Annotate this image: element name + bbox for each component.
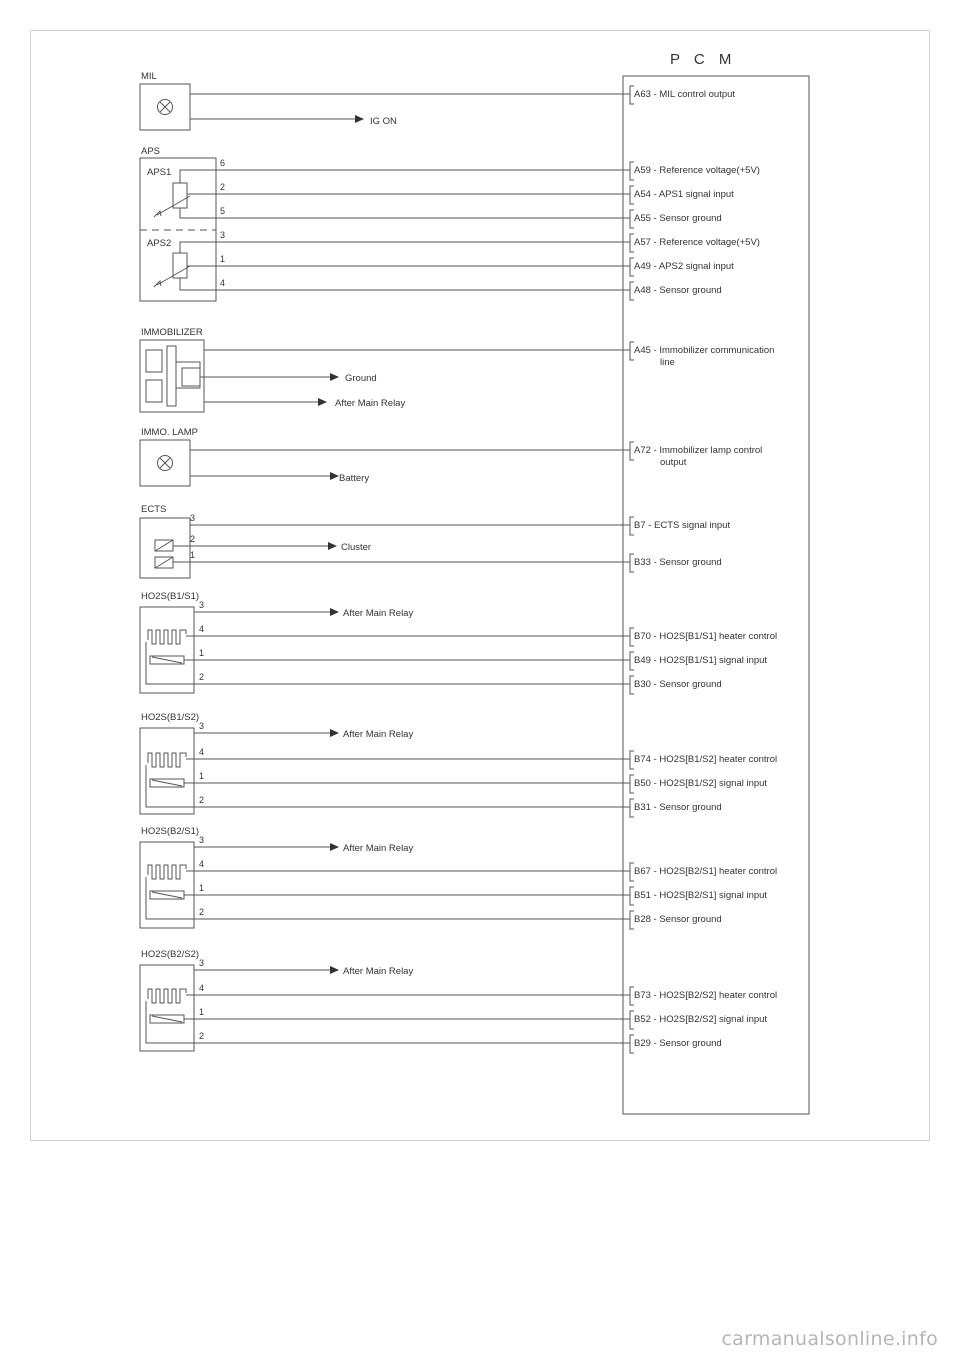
pcm-pin-label: B31 - Sensor ground: [634, 802, 722, 813]
immobilizer-label: IMMOBILIZER: [141, 327, 203, 338]
pin-number: 5: [220, 206, 226, 216]
pin-number: 2: [199, 672, 205, 682]
pcm-pin-label: B33 - Sensor ground: [634, 557, 722, 568]
pin-number: 3: [199, 721, 205, 731]
pcm-pin-label: A48 - Sensor ground: [634, 285, 722, 296]
pin-number: 4: [199, 859, 205, 869]
immobilizer-icon: [146, 346, 200, 406]
pcm-pin-label: B29 - Sensor ground: [634, 1038, 722, 1049]
ho2s-label: HO2S(B1/S2): [141, 712, 200, 723]
arrow-icon: [330, 472, 339, 480]
aps1-label: APS1: [147, 167, 172, 178]
ho2s-box: [140, 728, 194, 814]
arrow-icon: [330, 966, 339, 974]
arrow-icon: [330, 843, 339, 851]
dest-after-main-relay: After Main Relay: [343, 729, 414, 740]
pcm-pin-label: B52 - HO2S[B2/S2] signal input: [634, 1014, 768, 1025]
pin-number: 2: [199, 1031, 205, 1041]
pcm-title: P C M: [670, 51, 737, 68]
ho2s-box: [140, 842, 194, 928]
potentiometer-icon: [154, 183, 190, 217]
pcm-pin-label: B51 - HO2S[B2/S1] signal input: [634, 890, 768, 901]
arrow-icon: [328, 542, 337, 550]
pcm-pin-label: B28 - Sensor ground: [634, 914, 722, 925]
pcm-pin-label: A72 - Immobilizer lamp control: [634, 445, 763, 456]
ects-box: [140, 518, 190, 578]
pcm-pin-label: A63 - MIL control output: [634, 89, 736, 100]
pcm-pin-label: A49 - APS2 signal input: [634, 261, 734, 272]
ho2s-label: HO2S(B2/S1): [141, 826, 200, 837]
ho2s-label: HO2S(B2/S2): [141, 949, 200, 960]
arrow-icon: [318, 398, 327, 406]
dest-after-main-relay: After Main Relay: [343, 608, 414, 619]
potentiometer-icon: [154, 253, 190, 287]
pcm-pin-label: A54 - APS1 signal input: [634, 189, 734, 200]
pin-number: 3: [199, 958, 205, 968]
dest-ground: Ground: [345, 373, 377, 384]
pin-number: 2: [199, 795, 205, 805]
heater-icon: [148, 630, 186, 644]
immo-lamp-label: IMMO. LAMP: [141, 427, 199, 438]
pin-number: 2: [199, 907, 205, 917]
pcm-pin-label: A55 - Sensor ground: [634, 213, 722, 224]
mil-label: MIL: [141, 71, 157, 82]
pcm-pin-label: B74 - HO2S[B1/S2] heater control: [634, 754, 778, 765]
ho2s-box: [140, 965, 194, 1051]
pin-number: 1: [199, 883, 205, 893]
ects-label: ECTS: [141, 504, 167, 515]
pcm-pin-label: B70 - HO2S[B1/S1] heater control: [634, 631, 778, 642]
dest-cluster: Cluster: [341, 542, 372, 553]
immobilizer-box: [140, 340, 204, 412]
pin-number: 4: [199, 747, 205, 757]
pcm-pin-label: A59 - Reference voltage(+5V): [634, 165, 760, 176]
pin-number: 4: [199, 624, 205, 634]
pin-number: 1: [199, 1007, 205, 1017]
dest-after-main-relay: After Main Relay: [343, 843, 414, 854]
pin-number: 2: [190, 534, 196, 544]
aps-label: APS: [141, 146, 161, 157]
pcm-pin-label: line: [660, 357, 675, 368]
pin-number: 6: [220, 158, 226, 168]
heater-icon: [148, 989, 186, 1003]
pcm-pin-label: B67 - HO2S[B2/S1] heater control: [634, 866, 778, 877]
pcm-pin-label: B50 - HO2S[B1/S2] signal input: [634, 778, 768, 789]
pcm-pin-label: output: [660, 457, 687, 468]
pin-number: 1: [220, 254, 226, 264]
arrow-icon: [355, 115, 364, 123]
aps2-label: APS2: [147, 238, 172, 249]
pin-number: 3: [220, 230, 226, 240]
pin-number: 1: [199, 771, 205, 781]
pcm-pin-label: B30 - Sensor ground: [634, 679, 722, 690]
pin-number: 3: [190, 513, 196, 523]
pin-number: 1: [190, 550, 196, 560]
thermistor-icon: [155, 540, 173, 568]
dest-ig-on: IG ON: [370, 116, 397, 127]
pcm-pin-label: A57 - Reference voltage(+5V): [634, 237, 760, 248]
pin-number: 1: [199, 648, 205, 658]
watermark: carmanualsonline.info: [721, 1328, 938, 1350]
dest-after-main-relay: After Main Relay: [343, 966, 414, 977]
pcm-pin-label: B73 - HO2S[B2/S2] heater control: [634, 990, 778, 1001]
pin-number: 3: [199, 600, 205, 610]
lamp-icon: [158, 100, 173, 115]
pcm-pin-label: A45 - Immobilizer communication: [634, 345, 775, 356]
dest-battery: Battery: [339, 473, 370, 484]
arrow-icon: [330, 373, 339, 381]
pcm-pin-label: B7 - ECTS signal input: [634, 520, 731, 531]
pin-number: 3: [199, 835, 205, 845]
pin-number: 4: [220, 278, 226, 288]
pcm-pin-label: B49 - HO2S[B1/S1] signal input: [634, 655, 768, 666]
heater-icon: [148, 753, 186, 767]
heater-icon: [148, 865, 186, 879]
ho2s-label: HO2S(B1/S1): [141, 591, 200, 602]
ho2s-box: [140, 607, 194, 693]
arrow-icon: [330, 729, 339, 737]
dest-after-main-relay: After Main Relay: [335, 398, 406, 409]
pcm-box: [623, 76, 809, 1114]
pin-number: 2: [220, 182, 226, 192]
pin-number: 4: [199, 983, 205, 993]
lamp-icon: [158, 456, 173, 471]
arrow-icon: [330, 608, 339, 616]
